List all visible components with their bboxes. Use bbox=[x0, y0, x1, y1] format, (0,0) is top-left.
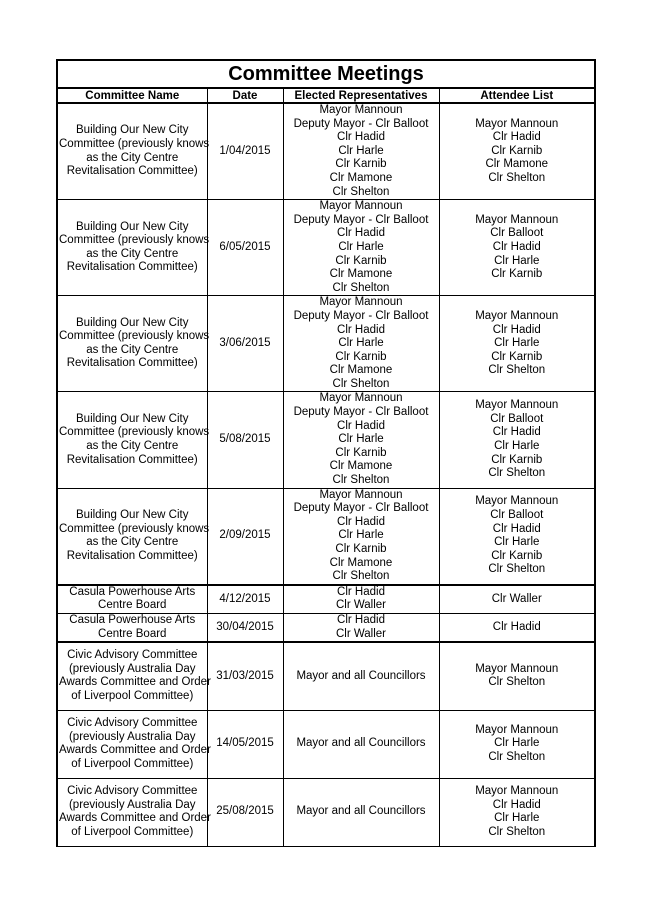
elected-representative: Clr Hadid bbox=[337, 515, 385, 528]
committee-name-line: Building Our New City bbox=[76, 316, 189, 329]
committee-name-cell bbox=[57, 103, 210, 200]
elected-representative: Mayor and all Councillors bbox=[296, 669, 426, 682]
elected-representatives-cell bbox=[283, 642, 439, 710]
committee-name-line: as the City Centre bbox=[86, 440, 179, 453]
elected-representative: Clr Mamone bbox=[329, 556, 393, 569]
committee-name-cell bbox=[57, 392, 210, 488]
attendee: Clr Harle bbox=[494, 737, 540, 750]
attendee: Clr Shelton bbox=[488, 563, 546, 576]
committee-name-cell bbox=[57, 613, 207, 642]
column-header-attendee-list: Attendee List bbox=[439, 88, 595, 103]
committee-name-line: of Liverpool Committee) bbox=[71, 757, 194, 770]
elected-representative: Clr Harle bbox=[338, 240, 384, 253]
attendee: Mayor Mannoun bbox=[475, 399, 559, 412]
meeting-date-cell: 31/03/2015 bbox=[207, 642, 283, 710]
table-row bbox=[57, 585, 595, 614]
attendee: Clr Shelton bbox=[488, 364, 546, 377]
attendee: Clr Hadid bbox=[492, 522, 541, 535]
page-title: Committee Meetings bbox=[57, 60, 595, 88]
attendee: Clr Shelton bbox=[488, 825, 546, 838]
attendee: Clr Karnib bbox=[491, 350, 543, 363]
committee-name-line: Building Our New City bbox=[76, 124, 189, 137]
attendee-list-cell bbox=[439, 392, 595, 488]
elected-representatives-cell bbox=[283, 778, 439, 846]
table-row bbox=[57, 642, 595, 710]
attendee: Clr Hadid bbox=[492, 131, 541, 144]
elected-representative: Mayor Mannoun bbox=[319, 392, 403, 405]
elected-representative: Clr Karnib bbox=[335, 446, 387, 459]
committee-name-line: as the City Centre bbox=[86, 247, 179, 260]
elected-representative: Clr Shelton bbox=[332, 474, 390, 487]
elected-representative: Deputy Mayor - Clr Balloot bbox=[293, 213, 429, 226]
committee-name-line: Revitalisation Committee) bbox=[66, 357, 198, 370]
attendee-list-cell bbox=[439, 200, 595, 296]
elected-representative: Clr Shelton bbox=[332, 570, 390, 583]
attendee-list-cell bbox=[439, 778, 595, 846]
elected-representative: Deputy Mayor - Clr Balloot bbox=[293, 406, 429, 419]
elected-representative: Deputy Mayor - Clr Balloot bbox=[293, 117, 429, 130]
committee-name-line: as the City Centre bbox=[86, 151, 179, 164]
elected-representative: Clr Karnib bbox=[335, 158, 387, 171]
attendee-list-cell bbox=[439, 710, 595, 778]
table-row bbox=[57, 613, 595, 642]
committee-name-cell bbox=[57, 488, 210, 585]
table-row bbox=[57, 200, 595, 296]
elected-representative: Clr Hadid bbox=[337, 419, 385, 432]
committee-name-cell bbox=[57, 296, 210, 392]
elected-representative: Clr Karnib bbox=[335, 350, 387, 363]
committee-name-line: Centre Board bbox=[98, 627, 167, 640]
committee-name-line: Casula Powerhouse Arts bbox=[69, 585, 196, 598]
attendee: Clr Harle bbox=[494, 812, 540, 825]
committee-name-cell bbox=[57, 642, 211, 710]
elected-representative: Clr Shelton bbox=[332, 185, 390, 198]
attendee: Clr Balloot bbox=[490, 227, 544, 240]
elected-representatives-cell bbox=[283, 103, 439, 200]
table-row bbox=[57, 392, 595, 488]
committee-name-line: of Liverpool Committee) bbox=[71, 825, 194, 838]
attendee: Mayor Mannoun bbox=[475, 309, 559, 322]
committee-name-line: Awards Committee and Order bbox=[59, 676, 211, 689]
meeting-date-cell: 14/05/2015 bbox=[207, 710, 283, 778]
elected-representative: Clr Hadid bbox=[337, 585, 385, 598]
attendee: Clr Hadid bbox=[492, 323, 541, 336]
attendee: Clr Harle bbox=[494, 337, 540, 350]
elected-representative: Clr Hadid bbox=[337, 131, 385, 144]
attendee: Clr Balloot bbox=[490, 509, 544, 522]
meeting-date-cell: 4/12/2015 bbox=[207, 585, 283, 614]
attendee: Clr Harle bbox=[494, 254, 540, 267]
committee-name-line: Awards Committee and Order bbox=[59, 812, 211, 825]
committee-name-line: (previously Australia Day bbox=[68, 730, 196, 743]
elected-representative: Clr Hadid bbox=[337, 323, 385, 336]
committee-name-line: Awards Committee and Order bbox=[59, 744, 211, 757]
committee-name-line: Committee (previously knows bbox=[59, 426, 210, 439]
attendee: Clr Shelton bbox=[488, 676, 546, 689]
elected-representative: Deputy Mayor - Clr Balloot bbox=[293, 309, 429, 322]
elected-representative: Clr Karnib bbox=[335, 543, 387, 555]
elected-representative: Clr Waller bbox=[335, 599, 387, 612]
meeting-date-cell: 5/08/2015 bbox=[207, 392, 283, 488]
committee-name-line: Building Our New City bbox=[76, 220, 189, 233]
table-row bbox=[57, 710, 595, 778]
elected-representatives-cell bbox=[283, 710, 439, 778]
elected-representatives-cell bbox=[283, 488, 439, 585]
attendee: Clr Karnib bbox=[491, 268, 543, 281]
attendee: Mayor Mannoun bbox=[475, 213, 559, 226]
committee-name-line: Casula Powerhouse Arts bbox=[69, 613, 196, 626]
elected-representatives-cell bbox=[283, 613, 439, 642]
committee-name-line: of Liverpool Committee) bbox=[71, 690, 194, 702]
committee-name-line: Civic Advisory Committee bbox=[67, 649, 198, 662]
column-header-elected-representatives: Elected Representatives bbox=[283, 88, 439, 103]
committee-name-line: Revitalisation Committee) bbox=[66, 453, 198, 466]
attendee: Clr Hadid bbox=[492, 240, 541, 253]
attendee: Clr Hadid bbox=[492, 426, 541, 439]
committee-name-line: (previously Australia Day bbox=[68, 798, 196, 811]
attendee: Mayor Mannoun bbox=[475, 723, 559, 736]
attendee: Clr Waller bbox=[491, 592, 542, 605]
table-row bbox=[57, 488, 595, 585]
meeting-date-cell: 30/04/2015 bbox=[207, 613, 283, 642]
committee-name-line: Committee (previously knows bbox=[59, 330, 210, 343]
committee-name-line: Centre Board bbox=[98, 599, 167, 612]
elected-representative: Clr Shelton bbox=[332, 281, 390, 294]
committee-meetings-sheet bbox=[56, 59, 594, 847]
committee-name-line: as the City Centre bbox=[86, 343, 179, 356]
elected-representative: Clr Hadid bbox=[337, 613, 385, 626]
committee-name-line: as the City Centre bbox=[86, 536, 179, 549]
committee-name-line: Civic Advisory Committee bbox=[67, 784, 198, 797]
elected-representative: Clr Karnib bbox=[335, 254, 387, 267]
elected-representative: Mayor and all Councillors bbox=[296, 805, 426, 818]
attendee: Clr Mamone bbox=[485, 158, 549, 171]
elected-representative: Clr Mamone bbox=[329, 460, 393, 473]
attendee: Mayor Mannoun bbox=[475, 784, 559, 797]
elected-representative: Clr Mamone bbox=[329, 364, 393, 377]
elected-representatives-cell bbox=[283, 392, 439, 488]
attendee-list-cell bbox=[439, 613, 595, 642]
elected-representative: Clr Harle bbox=[338, 433, 384, 446]
attendee-list-cell bbox=[439, 642, 595, 710]
meeting-date-cell: 25/08/2015 bbox=[207, 778, 283, 846]
committee-name-line: Committee (previously knows bbox=[59, 522, 210, 535]
elected-representative: Mayor Mannoun bbox=[319, 296, 403, 309]
committee-name-line: Building Our New City bbox=[76, 412, 189, 425]
elected-representative: Mayor Mannoun bbox=[319, 200, 403, 213]
table-row bbox=[57, 103, 595, 200]
column-header-date: Date bbox=[207, 88, 283, 103]
committee-name-line: Revitalisation Committee) bbox=[66, 549, 198, 562]
attendee: Clr Shelton bbox=[488, 467, 546, 480]
attendee-list-cell bbox=[439, 585, 595, 614]
attendee: Clr Shelton bbox=[488, 750, 546, 763]
elected-representative: Clr Mamone bbox=[329, 268, 393, 281]
attendee: Clr Harle bbox=[494, 536, 540, 549]
attendee: Clr Shelton bbox=[488, 171, 546, 184]
column-header-committee-name: Committee Name bbox=[57, 88, 207, 103]
meeting-date-cell: 6/05/2015 bbox=[207, 200, 283, 296]
elected-representative: Mayor Mannoun bbox=[319, 488, 403, 501]
elected-representative: Mayor and all Councillors bbox=[296, 737, 426, 750]
elected-representatives-cell bbox=[283, 585, 439, 614]
attendee-list-cell bbox=[439, 296, 595, 392]
committee-name-cell bbox=[57, 778, 211, 846]
committee-name-line: Revitalisation Committee) bbox=[66, 261, 198, 274]
committee-name-cell bbox=[57, 710, 211, 778]
elected-representative: Clr Shelton bbox=[332, 377, 390, 390]
elected-representative: Clr Harle bbox=[338, 144, 384, 157]
elected-representative: Mayor Mannoun bbox=[319, 104, 403, 116]
committee-name-cell bbox=[57, 200, 210, 296]
elected-representative: Clr Harle bbox=[338, 337, 384, 350]
committee-name-line: Building Our New City bbox=[76, 509, 189, 522]
attendee: Mayor Mannoun bbox=[475, 117, 559, 130]
attendee: Clr Hadid bbox=[492, 798, 541, 811]
attendee: Clr Harle bbox=[494, 440, 540, 453]
committee-name-line: Committee (previously knows bbox=[59, 234, 210, 247]
meeting-date-cell: 1/04/2015 bbox=[207, 103, 283, 200]
elected-representative: Clr Waller bbox=[335, 627, 387, 640]
attendee-list-cell bbox=[439, 488, 595, 585]
elected-representative: Clr Harle bbox=[338, 529, 384, 542]
attendee: Clr Karnib bbox=[491, 453, 543, 466]
committee-meetings-table bbox=[56, 59, 596, 847]
elected-representative: Clr Mamone bbox=[329, 171, 393, 184]
attendee: Clr Karnib bbox=[491, 549, 543, 562]
meeting-date-cell: 3/06/2015 bbox=[207, 296, 283, 392]
committee-name-line: (previously Australia Day bbox=[68, 662, 196, 675]
attendee: Mayor Mannoun bbox=[475, 662, 559, 675]
table-row bbox=[57, 296, 595, 392]
committee-name-line: Civic Advisory Committee bbox=[67, 716, 198, 729]
attendee: Mayor Mannoun bbox=[475, 495, 559, 508]
meeting-date-cell: 2/09/2015 bbox=[207, 488, 283, 585]
table-row bbox=[57, 778, 595, 846]
committee-name-line: Revitalisation Committee) bbox=[66, 165, 198, 178]
attendee: Clr Karnib bbox=[491, 144, 543, 157]
elected-representatives-cell bbox=[283, 200, 439, 296]
committee-name-line: Committee (previously knows bbox=[59, 137, 210, 150]
attendee: Clr Hadid bbox=[492, 620, 541, 633]
attendee-list-cell bbox=[439, 103, 595, 200]
elected-representative: Clr Hadid bbox=[337, 227, 385, 240]
meetings-body bbox=[57, 103, 595, 846]
elected-representatives-cell bbox=[283, 296, 439, 392]
committee-name-cell bbox=[57, 585, 207, 614]
elected-representative: Deputy Mayor - Clr Balloot bbox=[293, 502, 429, 515]
attendee: Clr Balloot bbox=[490, 412, 544, 425]
